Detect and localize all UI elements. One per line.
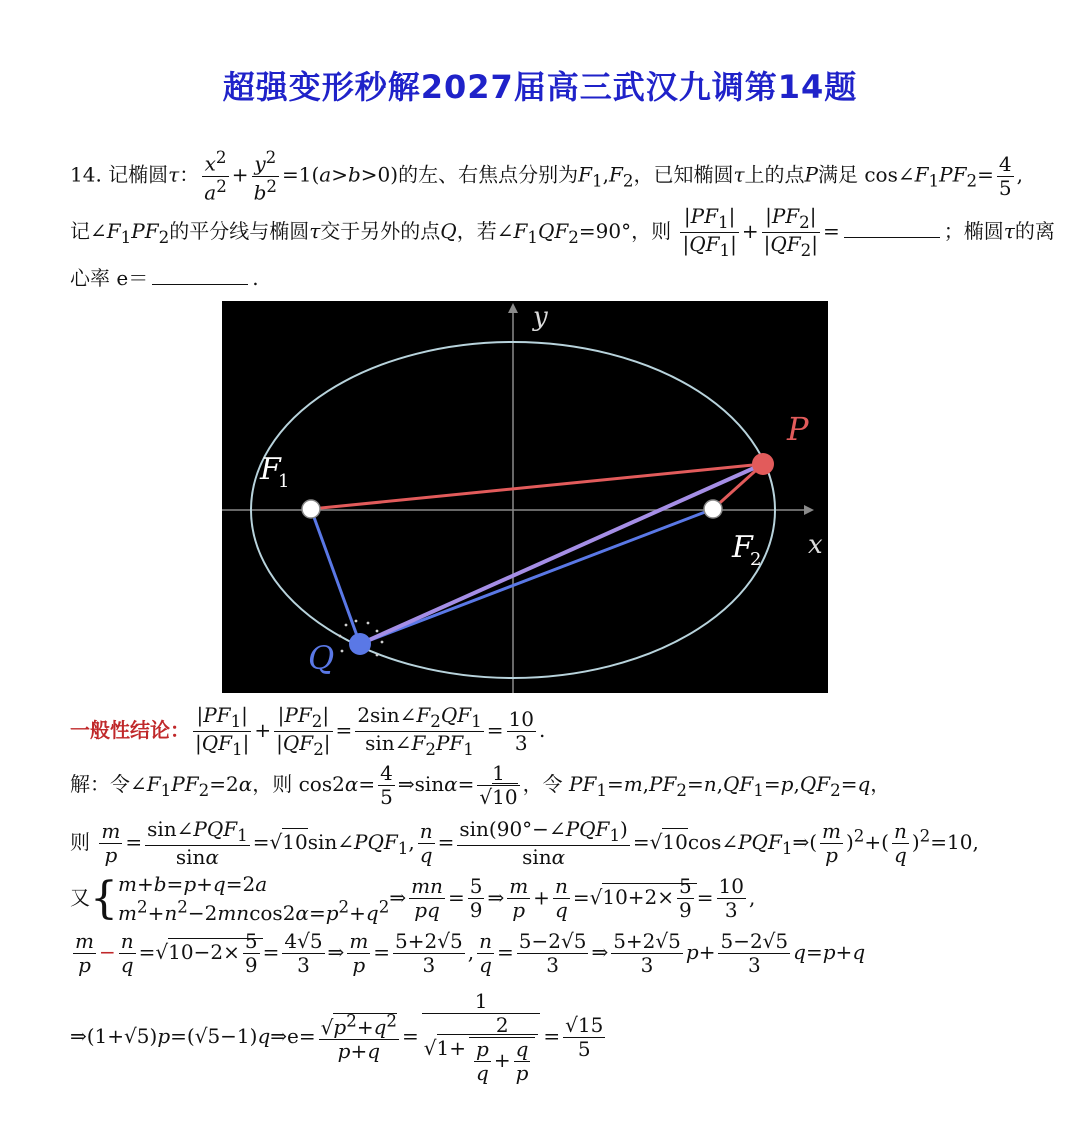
y-axis-arrow bbox=[508, 303, 518, 313]
solution-line-3: 又{m+b=p+q=2a $m^2+n^2-2mncos2\alpha=p^2+q^2\Rightarrow$ $\frac{mn}{pq}$ = $\frac{5}{9}$ ⇒ $\frac{m}{p}$ + $\frac{n}{q}$ =√10+2× $\frac{5}{9}$ = $\frac{10}{3}$ , bbox=[70, 872, 756, 925]
answer-blank-2[interactable] bbox=[152, 268, 248, 285]
label-f1: F bbox=[260, 452, 281, 487]
focus-f2-point bbox=[704, 500, 722, 518]
answer-blank-1[interactable] bbox=[844, 221, 940, 238]
point-p bbox=[752, 453, 774, 475]
point-q bbox=[349, 633, 371, 655]
label-p: P bbox=[787, 410, 809, 448]
conclusion-label: 一般性结论： bbox=[70, 718, 190, 743]
problem-line-1: 14. 记椭圆τ： $\frac{x^2}{a^2}$ + $\frac{y^2}{b^2}$ =1(a>b>0)的左、右焦点分别为$F_1,F_2$，已知椭圆τ上的点P满足 $\cos\angle F_1PF_2=$ $\frac{4}{5}$ , bbox=[70, 148, 1023, 205]
label-y: y bbox=[533, 302, 548, 332]
segment-f1-q bbox=[311, 509, 360, 644]
label-x: x bbox=[808, 530, 823, 560]
segment-p-q bbox=[360, 464, 763, 644]
label-f1-sub: 1 bbox=[278, 471, 290, 492]
ellipse-figure bbox=[222, 301, 828, 693]
label-f2-sub: 2 bbox=[750, 549, 762, 570]
problem-line-2: 记$\angle F_1PF_2$的平分线与椭圆τ交于另外的点Q，若$\angle F_1QF_2=90^\circ$，则 $\frac{|PF_1|}{|QF_1|}$ + $\frac{|PF_2|}{|QF_2|}$ = ；椭圆τ的离 bbox=[70, 204, 1055, 261]
solution-line-2: 则 $\frac{m}{p}$ = $\frac{\sin\angle PQF_1}{\sin\alpha}$ $=√10\sin\angle PQF_1$, $\frac{n}{q}$ = $\frac{\sin(90^\circ-\angle PQF_1)}{\sin\alpha}$ $=√10\cos\angle PQF_1\Rightarrow$( $\frac{m}{p}$ )$^2$+( $\frac{n}{q}$ )$^2$=10, bbox=[70, 817, 979, 870]
page-title: 超强变形秒解2027届高三武汉九调第14题 bbox=[222, 68, 858, 106]
focus-f1-point bbox=[302, 500, 320, 518]
solution-line-1: 解：令$\angle F_1PF_2=2\alpha$，则 cos2α= $\frac{4}{5}$ ⇒sinα= $\frac{1}{√10}$ ，令 $PF_1=m,PF_2=n,QF_1=p,QF_2=q$， bbox=[70, 761, 891, 809]
ellipse-diagram bbox=[222, 301, 828, 693]
solution-line-4: $\frac{m}{p}$ − $\frac{n}{q}$ =√10−2× $\frac{5}{9}$ = $\frac{4√5}{3}$ ⇒ $\frac{m}{p}$ = $\frac{5+2√5}{3}$ , $\frac{n}{q}$ = $\frac{5-2√5}{3}$ ⇒ $\frac{5+2√5}{3}$ p+ $\frac{5-2√5}{3}$ q=p+q bbox=[75, 929, 866, 977]
label-f2: F bbox=[732, 530, 753, 565]
label-q: Q bbox=[308, 639, 335, 677]
solution-line-5: ⇒(1+√5)p=(√5−1)q⇒e= $\frac{√p^2+q^2}{p+q}$ = 1 √1+ 2 $\frac{p}{q}$ + $\frac{q}{p}$ = $\frac{√15}{5}$ bbox=[70, 989, 604, 1085]
segment-f1-p bbox=[311, 464, 763, 509]
conclusion-line: 一般性结论： $\frac{|PF_1|}{|QF_1|}$ + $\frac{|PF_2|}{|QF_2|}$ = $\frac{2\sin\angle F_2QF_1}{\sin\angle F_2PF_1}$ = $\frac{10}{3}$ . bbox=[70, 703, 546, 760]
problem-line-3: 心率 e＝ . bbox=[70, 266, 259, 290]
segment-q-f2 bbox=[360, 509, 713, 644]
x-axis-arrow bbox=[804, 505, 814, 515]
